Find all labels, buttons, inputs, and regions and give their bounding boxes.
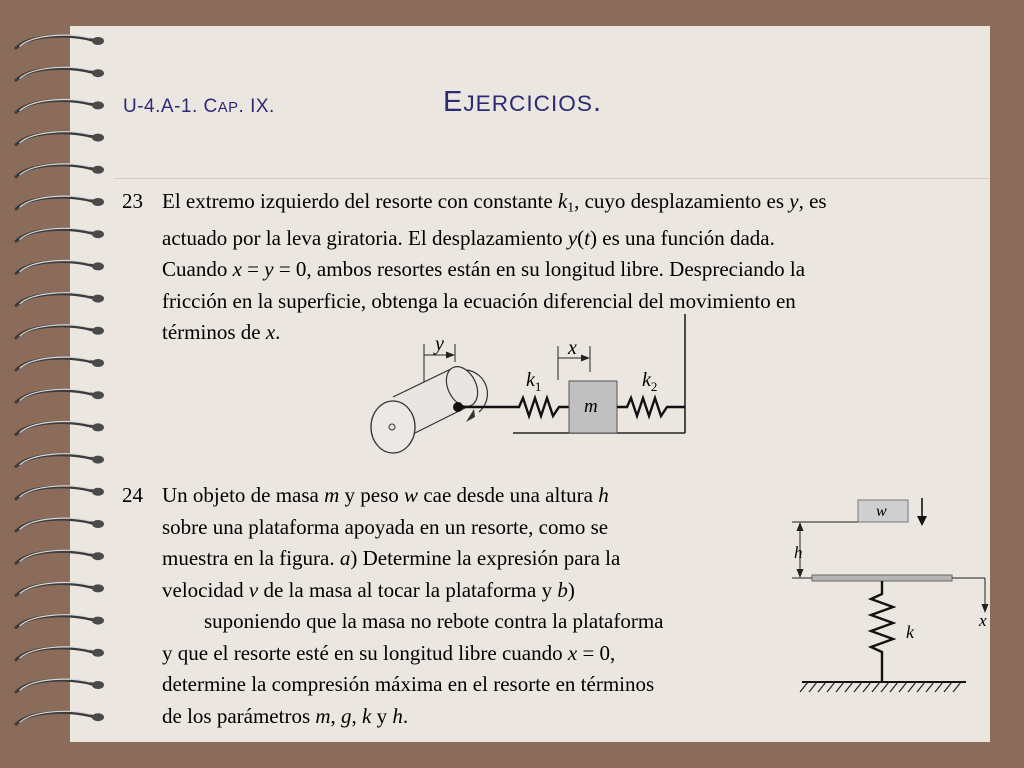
hatch-line	[899, 682, 907, 692]
spiral-binding	[0, 0, 120, 768]
hatch-line	[944, 682, 952, 692]
cam-spring-figure	[355, 310, 700, 460]
hatch-line	[845, 682, 853, 692]
problem-24-text	[162, 480, 664, 732]
binding-ring	[16, 196, 104, 209]
hatch-line	[863, 682, 871, 692]
spring-k1	[513, 398, 569, 416]
binding-ring	[16, 293, 104, 306]
text-line: El extremo izquierdo del resorte con constante $k_1$, cuyo desplazamiento es y, es	[162, 189, 827, 215]
spring-k	[871, 581, 893, 682]
platform-spring-figure	[780, 488, 995, 703]
hatch-line	[800, 682, 808, 692]
weight-label: w	[876, 503, 887, 520]
hatch-line	[935, 682, 943, 692]
text-line: términos de x.	[162, 320, 281, 345]
text-line: actuado por la leva giratoria. El desplazamiento y(t) es una función dada.	[162, 225, 775, 250]
h-arrowhead-top	[797, 522, 804, 531]
binding-ring	[16, 711, 104, 724]
x-arrowhead	[581, 355, 590, 362]
y-label: y	[435, 333, 444, 355]
binding-ring	[16, 228, 104, 241]
hatch-line	[917, 682, 925, 692]
binding-ring	[16, 357, 104, 370]
text-line: determine la compresión máxima en el resorte en términos	[162, 672, 655, 696]
binding-ring	[16, 35, 104, 48]
hatch-line	[836, 682, 844, 692]
binding-ring	[16, 67, 104, 80]
binding-ring	[16, 679, 104, 692]
spring-k2	[617, 398, 685, 416]
binding-ring	[16, 583, 104, 596]
binding-ring	[16, 164, 104, 177]
hatch-line	[809, 682, 817, 692]
binding-ring	[16, 615, 104, 628]
binding-ring	[16, 454, 104, 467]
hatch-line	[854, 682, 862, 692]
h-label: h	[794, 543, 803, 562]
mass-label: m	[584, 396, 598, 417]
hatch-line	[908, 682, 916, 692]
binding-ring	[16, 550, 104, 563]
platform	[812, 575, 952, 581]
slide-header	[123, 86, 983, 132]
binding-ring	[16, 486, 104, 499]
hatch-line	[890, 682, 898, 692]
header-divider	[114, 178, 990, 179]
hatch-line	[881, 682, 889, 692]
x-label: x	[568, 337, 577, 359]
text-line: de los parámetros m, g, k y h.	[162, 703, 409, 728]
hatch-line	[926, 682, 934, 692]
binding-ring	[16, 389, 104, 402]
binding-ring	[16, 518, 104, 531]
binding-ring	[16, 422, 104, 435]
x-label: x	[979, 611, 987, 630]
k-label: k	[906, 622, 914, 642]
fall-arrowhead	[917, 516, 927, 526]
text-line: sobre una plataforma apoyada en un resorte, como se	[162, 514, 609, 539]
binding-ring	[16, 132, 104, 145]
y-arrowhead	[446, 352, 455, 359]
binding-ring	[16, 100, 104, 113]
text-line: suponiendo que la masa no rebote contra la plataforma	[204, 609, 664, 633]
text-line: y que el resorte esté en su longitud libre cuando x = 0,	[162, 640, 616, 665]
problem-number: 23	[122, 189, 143, 213]
k1-label: $k_1$	[526, 369, 542, 394]
binding-ring	[16, 647, 104, 660]
text-line: muestra en la figura. a) Determine la expresión para la	[162, 546, 621, 570]
problem-24	[122, 480, 782, 730]
hatch-line	[872, 682, 880, 692]
k2-label: $k_2$	[642, 369, 658, 394]
hatch-line	[827, 682, 835, 692]
h-arrowhead-bottom	[797, 569, 804, 578]
slide-title: EJERCICIOS.	[443, 86, 603, 118]
binding-ring	[16, 261, 104, 274]
hatch-line	[953, 682, 961, 692]
hatch-line	[818, 682, 826, 692]
text-line: Un objeto de masa m y peso w cae desde una altura h	[162, 483, 609, 507]
ground-hatch	[800, 682, 961, 692]
problem-number: 24	[122, 483, 143, 507]
text-line: fricción en la superficie, obtenga la ecuación diferencial del movimiento en	[162, 288, 796, 313]
text-line: Cuando x = y = 0, ambos resortes están en su longitud libre. Despreciando la	[162, 257, 806, 282]
chapter-code: U-4.A-1. CAP. IX.	[123, 96, 275, 117]
binding-ring	[16, 325, 104, 338]
text-line: velocidad v de la masa al tocar la plataforma y b)	[162, 577, 575, 602]
